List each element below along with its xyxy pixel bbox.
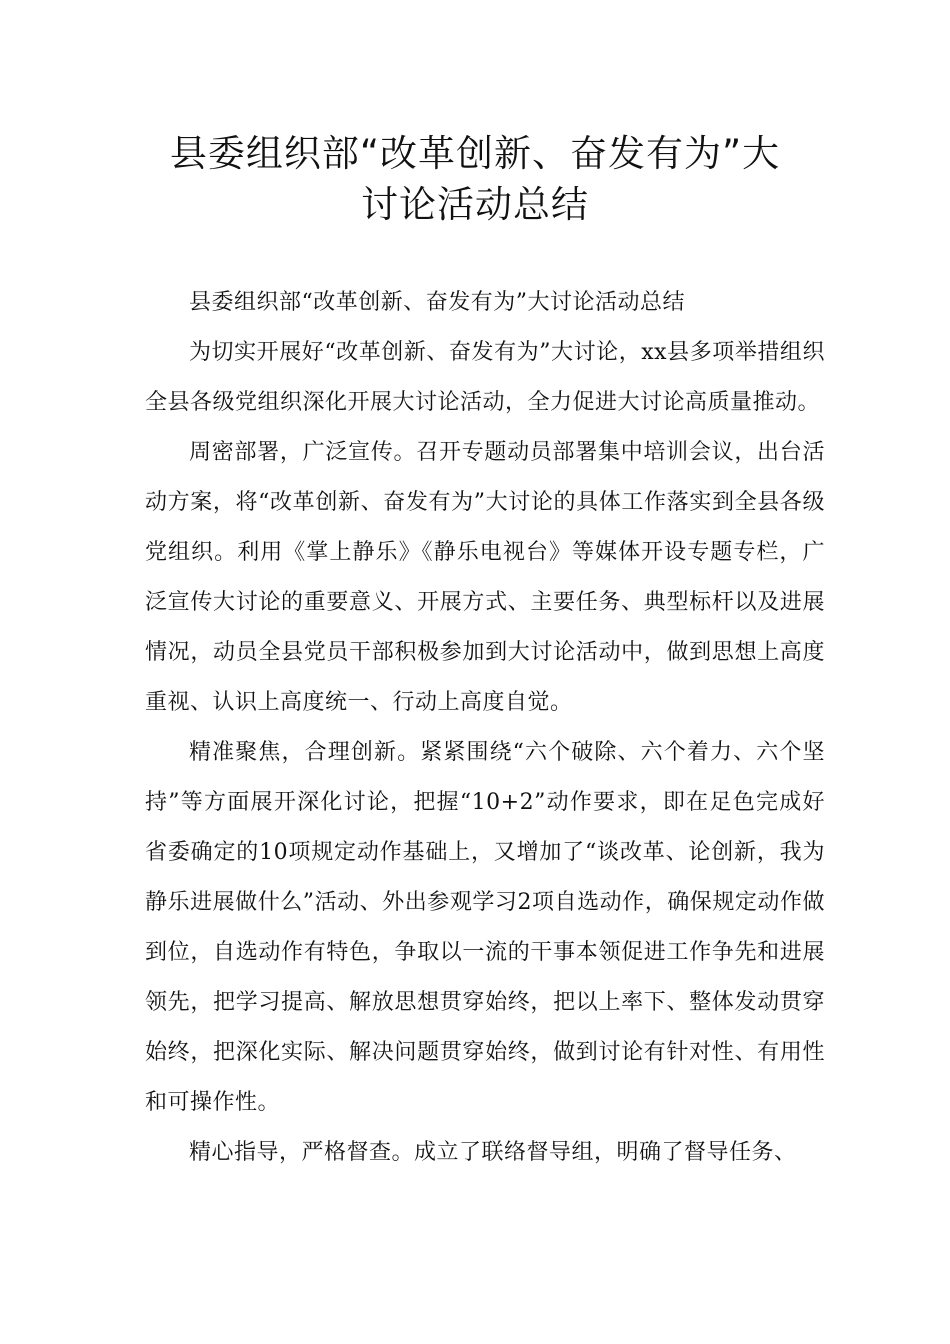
document-body: [145, 278, 825, 1178]
document-title: [120, 128, 830, 230]
paragraph-heading: 县委组织部“改革创新、奋发有为”大讨论活动总结: [189, 290, 685, 315]
paragraph-focus: 精准聚焦，合理创新。紧紧围绕“六个破除、六个着力、六个坚持”等方面展开深化讨论，把握“10+2”动作要求，即在足色完成好省委确定的10项规定动作基础上，又增加了“谈改革、论创新，我为静乐进展做什么”活动、外出参观学习2项自选动作，确保规定动作做到位，自选动作有特色，争取以一流的干事本领促进工作争先和进展领先，把学习提高、解放思想贯穿始终，把以上率下、整体发动贯穿始终，把深化实际、解决问题贯穿始终，做到讨论有针对性、有用性和可操作性。: [145, 740, 825, 1115]
paragraph-deployment: 周密部署，广泛宣传。召开专题动员部署集中培训会议，出台活动方案，将“改革创新、奋发有为”大讨论的具体工作落实到全县各级党组织。利用《掌上静乐》《静乐电视台》等媒体开设专题专栏，广泛宣传大讨论的重要意义、开展方式、主要任务、典型标杆以及进展情况，动员全县党员干部积极参加到大讨论活动中，做到思想上高度重视、认识上高度统一、行动上高度自觉。: [145, 440, 825, 715]
paragraph-intro: 为切实开展好“改革创新、奋发有为”大讨论，xx县多项举措组织全县各级党组织深化开展大讨论活动，全力促进大讨论高质量推动。: [145, 340, 825, 415]
title-line-2: 讨论活动总结: [361, 183, 589, 226]
title-line-1: 县委组织部“改革创新、奋发有为”大: [169, 132, 781, 175]
paragraph-supervision: 精心指导，严格督查。成立了联络督导组，明确了督导任务、: [189, 1140, 797, 1165]
